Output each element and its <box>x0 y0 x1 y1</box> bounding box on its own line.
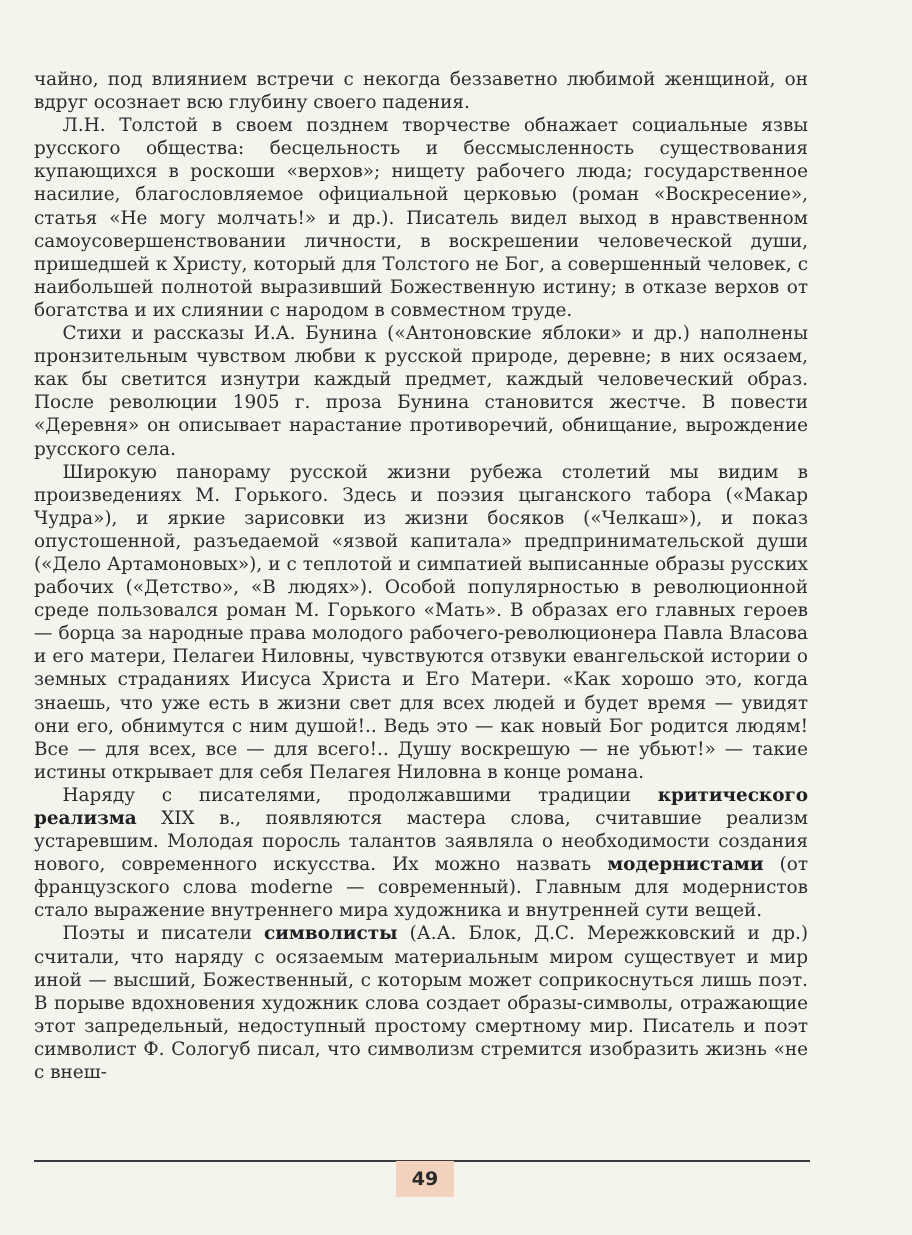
term-symbolists: символисты <box>264 923 398 945</box>
term-modernists: модернистами <box>607 854 764 876</box>
page-number: 49 <box>396 1161 454 1197</box>
page-text <box>34 68 808 1084</box>
paragraph-6: Поэты и писатели символисты (А.А. Блок, Д.С. Мережковский и др.) считали, что наряду с осязаемым материальным миром существует и мир иной — высший, Божественный, с которым может соприкоснуться лишь поэт. В порыве вдохновения художник слова создает образы-символы, отражающие этот запредельный, недоступный простому смертному мир. Писатель и поэт символист Ф. Сологуб писал, что символизм стремится изобразить жизнь «не с внеш- <box>34 923 809 1084</box>
paragraph-5: Наряду с писателями, продолжавшими традиции критического реализма XIX в., появляются мастера слова, считавшие реализм устаревшим. Молодая поросль талантов заявляла о необходимости создания нового, современного искусства. Их можно назвать модернистами (от французского слова moderne — современный). Главным для модернистов стало выражение внутреннего мира художника и внутренней сути вещей. <box>34 784 808 922</box>
paragraph-1: чайно, под влиянием встречи с некогда беззаветно любимой женщиной, он вдруг осознает всю глубину своего падения. <box>34 69 808 114</box>
paragraph-2: Л.Н. Толстой в своем позднем творчестве обнажает социальные язвы русского общества: бесцельность и бессмысленность существования купающихся в роскоши «верхов»; нищету рабочего люда; государственное насилие, благословляемое официальной церковью (роман «Воскресение», статья «Не могу молчать!» и др.). Писатель видел выход в нравственном самоусовершенствовании личности, в воскрешении человеческой души, пришедшей к Христу, который для Толстого не Бог, а совершенный человек, с наибольшей полнотой выразивший Божественную истину; в отказе верхов от богатства и их слиянии с народом в совместном труде. <box>34 115 808 321</box>
term-critical-realism: критического реализма <box>34 784 808 829</box>
paragraph-3: Стихи и рассказы И.А. Бунина («Антоновские яблоки» и др.) наполнены пронзительным чувством любви к русской природе, деревне; в них осязаем, как бы светится изнутри каждый предмет, каждый человеческий образ. После революции 1905 г. проза Бунина становится жестче. В повести «Деревня» он описывает нарастание противоречий, обнищание, вырождение русского села. <box>34 323 808 460</box>
paragraph-4: Широкую панораму русской жизни рубежа столетий мы видим в произведениях М. Горького. Здесь и поэзия цыганского табора («Макар Чудра»), и яркие зарисовки из жизни босяков («Челкаш»), и показ опустошенной, разъедаемой «язвой капитала» предпринимательской души («Дело Артамоновых»), и с теплотой и симпатией выписанные образы русских рабочих («Детство», «В людях»). Особой популярностью в революционной среде пользовался роман М. Горького «Мать». В образах его главных героев — борца за народные права молодого рабочего-революционера Павла Власова и его матери, Пелагеи Ниловны, чувствуются отзвуки евангельской истории о земных страданиях Иисуса Христа и Его Матери. «Как хорошо это, когда знаешь, что уже есть в жизни свет для всех людей и будет время — увидят они его, обнимутся с ним душой!.. Ведь это — как новый Бог родится людям! Все — для всех, все — для всего!.. Душу воскрешую — не убьют!» — такие истины открывает для себя Пелагея Ниловна в конце романа. <box>34 461 808 783</box>
